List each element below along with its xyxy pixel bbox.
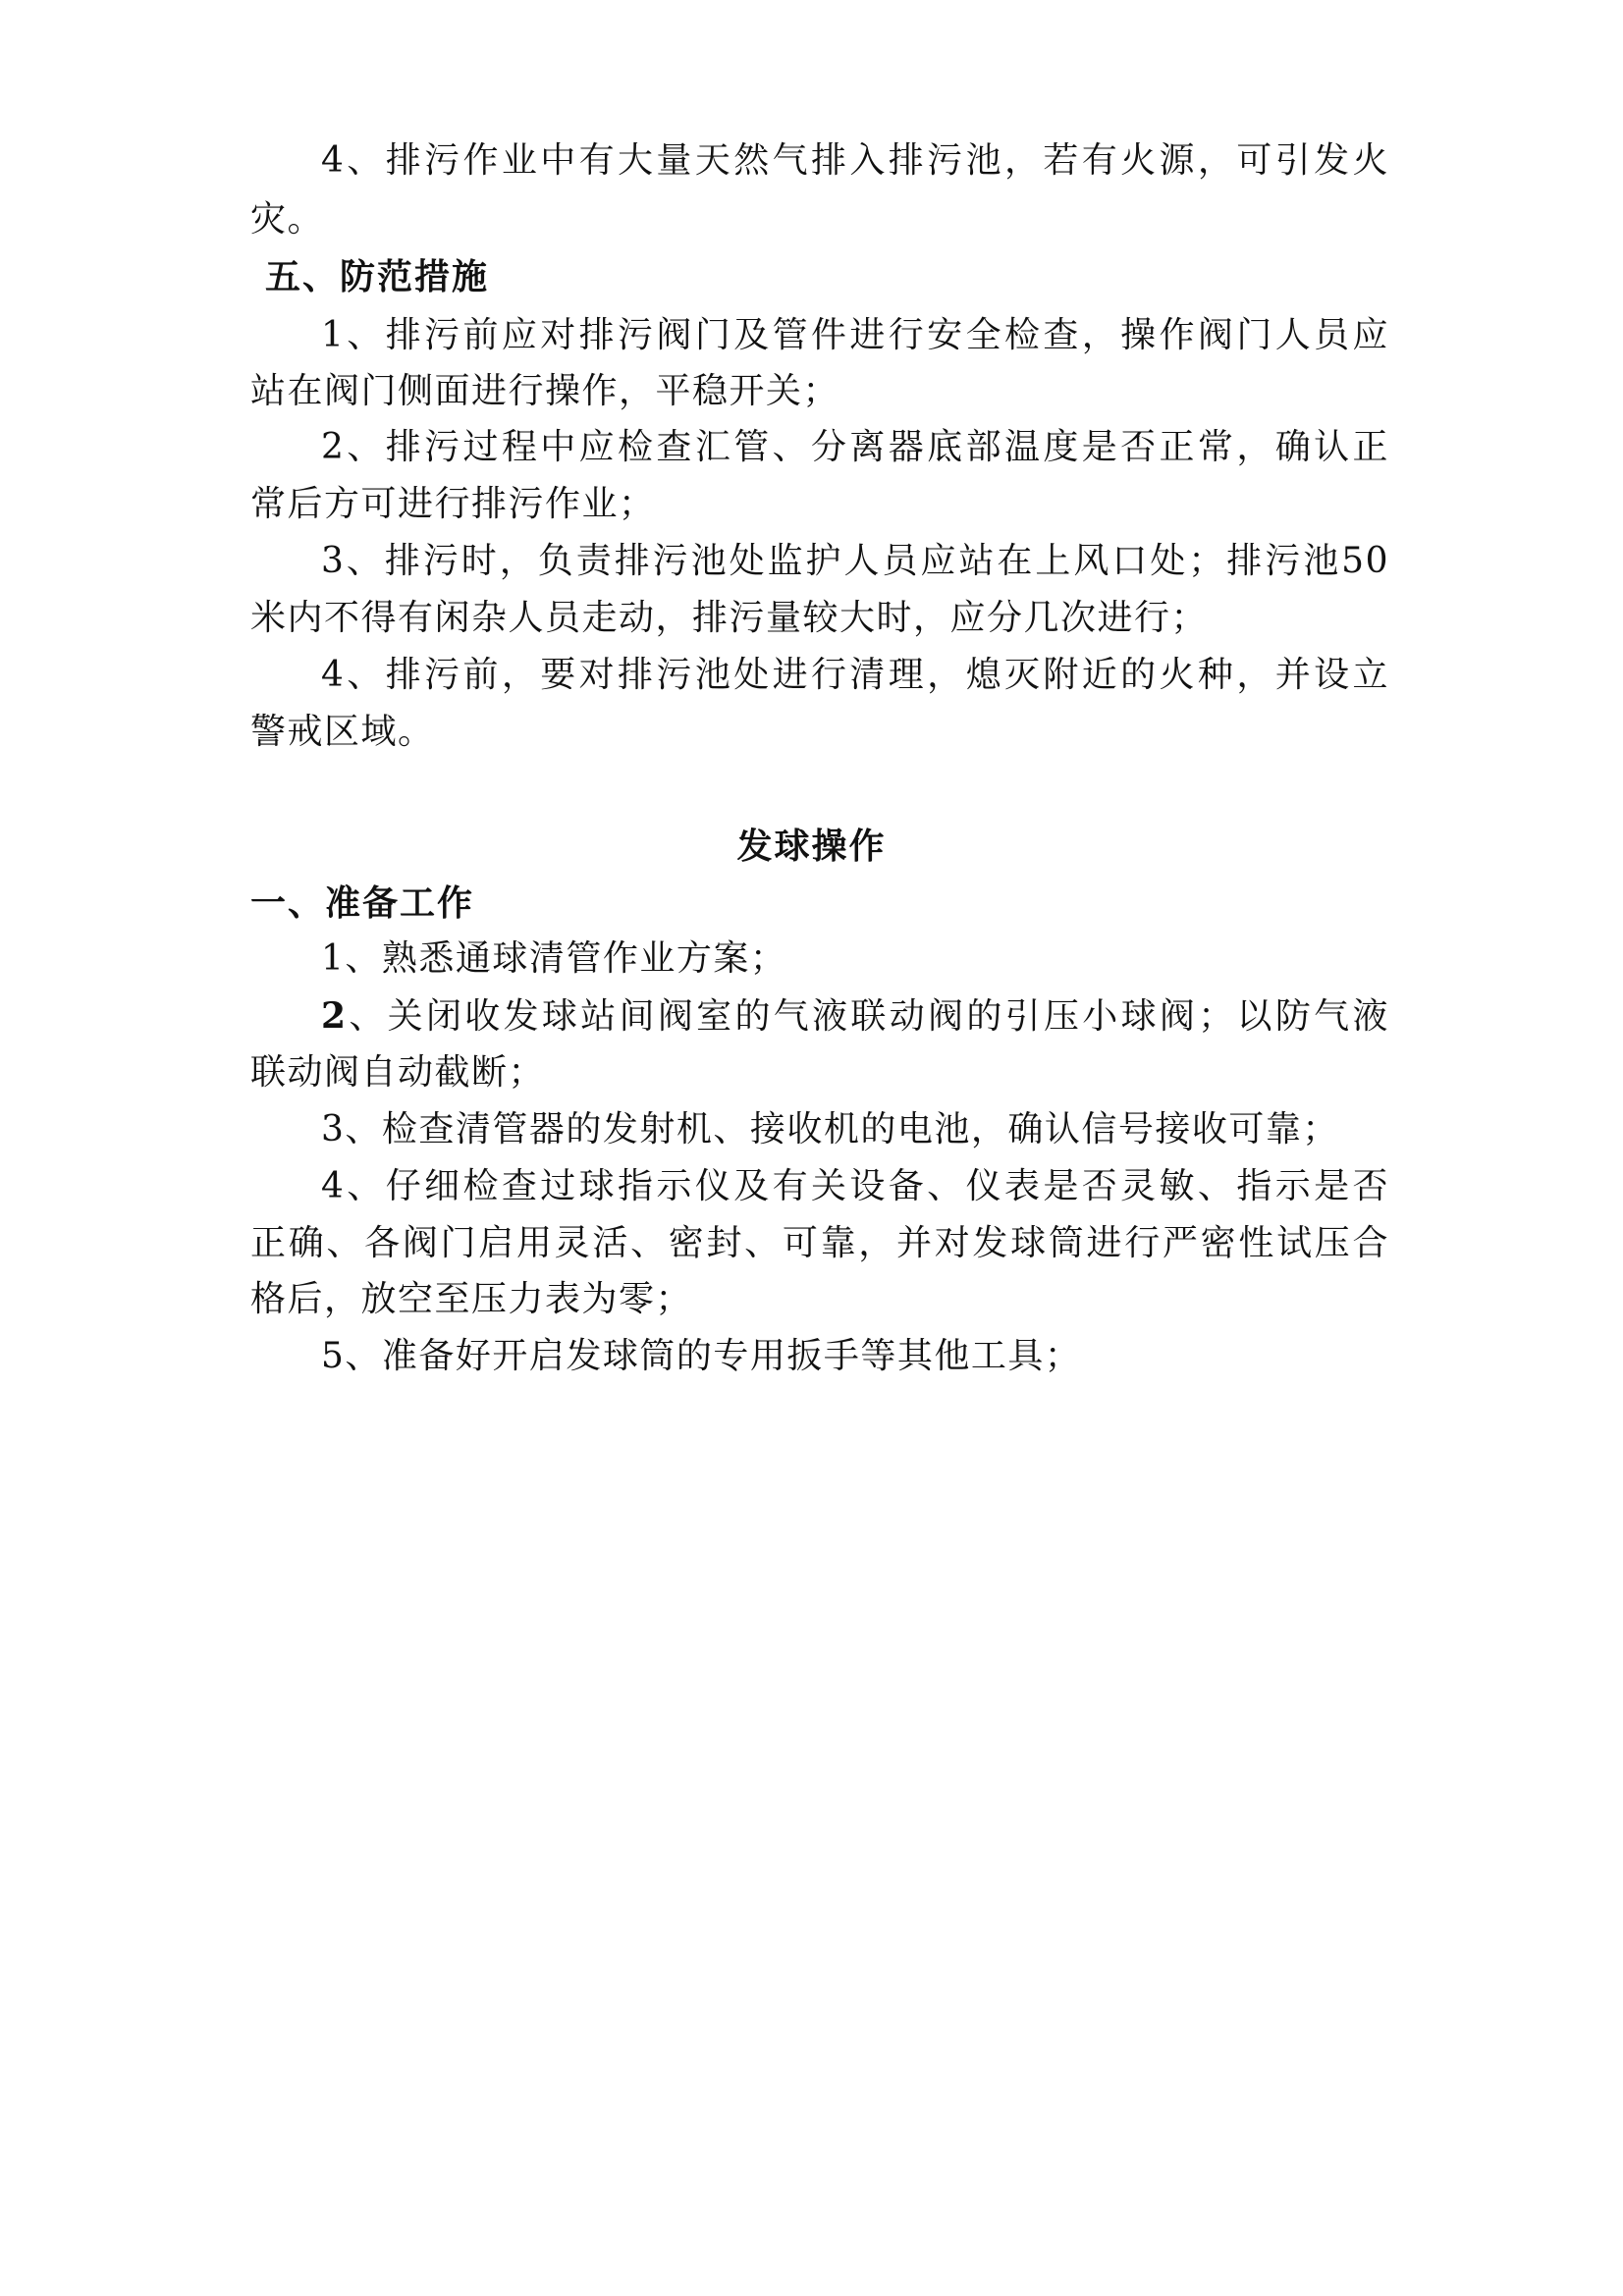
preparation-heading: 一、准备工作: [250, 882, 475, 924]
preparation-item-2-line-1-text: 、关闭收发球站间阀室的气液联动阀的引压小球阀；以防气液: [347, 996, 1389, 1037]
preparation-item-4-line-1: 4、仔细检查过球指示仪及有关设备、仪表是否灵敏、指示是否: [321, 1166, 1389, 1206]
prevention-item-2-line-2: 常后方可进行排污作业；: [250, 484, 656, 524]
preparation-item-3: 3、检查清管器的发射机、接收机的电池，确认信号接收可靠；: [321, 1109, 1339, 1149]
prevention-item-2-line-1: 2、排污过程中应检查汇管、分离器底部温度是否正常，确认正: [321, 427, 1389, 467]
preparation-item-5: 5、准备好开启发球筒的专用扳手等其他工具；: [321, 1336, 1082, 1376]
preparation-item-4-line-2: 正确、各阀门启用灵活、密封、可靠，并对发球筒进行严密性试压合: [250, 1223, 1389, 1263]
preparation-item-2-line-1: [321, 992, 1389, 1041]
prevention-item-1-line-1: 1、排污前应对排污阀门及管件进行安全检查，操作阀门人员应: [321, 315, 1389, 355]
prevention-item-4-line-2: 警戒区域。: [250, 712, 435, 752]
preparation-item-4-line-3: 格后，放空至压力表为零；: [250, 1279, 693, 1319]
prevention-item-1-line-2: 站在阀门侧面进行操作，平稳开关；: [250, 371, 840, 411]
launch-section-title: 发球操作: [736, 826, 887, 867]
prevention-item-4-line-1: 4、排污前，要对排污池处进行清理，熄灭附近的火种，并设立: [321, 655, 1389, 695]
prevention-item-3-line-1: 3、排污时，负责排污池处监护人员应站在上风口处；排污池50: [321, 541, 1389, 581]
hazard-item-4-line-2: 灾。: [250, 199, 325, 240]
preparation-item-1: 1、熟悉通球清管作业方案；: [321, 938, 787, 979]
prevention-item-3-line-2: 米内不得有闲杂人员走动，排污量较大时，应分几次进行；: [250, 598, 1209, 638]
prevention-heading: 五、防范措施: [265, 256, 490, 297]
preparation-item-2-number: 2: [321, 995, 348, 1037]
preparation-item-2-line-2: 联动阀自动截断；: [250, 1052, 546, 1093]
hazard-item-4-line-1: 4、排污作业中有大量天然气排入排污池，若有火源，可引发火: [321, 140, 1389, 181]
